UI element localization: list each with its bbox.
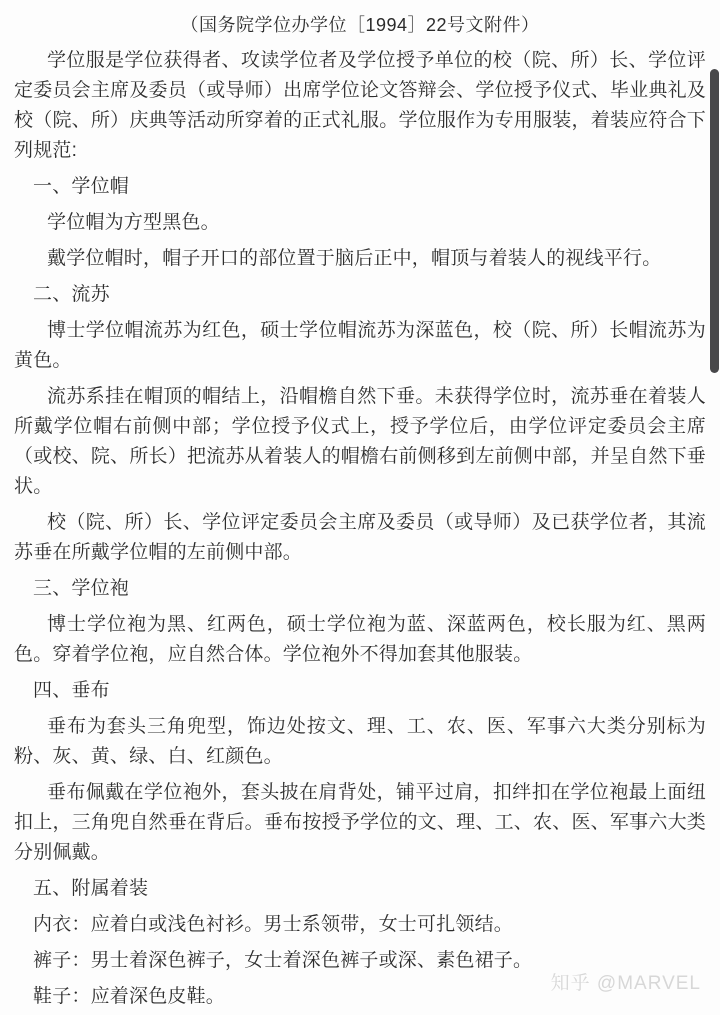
document-title: （国务院学位办学位［1994］22号文附件） [180, 15, 540, 35]
list-item: 内衣：应着白或浅色衬衫。男士系领带，女士可扎领结。 [33, 914, 514, 935]
section-heading: 二、流苏 [33, 284, 110, 305]
list-item: 裤子：男士着深色裤子，女士着深色裤子或深、素色裙子。 [33, 950, 533, 971]
list-item: 鞋子：应着深色皮鞋。 [33, 986, 226, 1007]
watermark [551, 972, 701, 996]
paragraph: 校（院、所）长、学位评定委员会主席及委员（或导师）及已获学位者，其流苏垂在所戴学位帽的左前侧中部。 [14, 512, 706, 563]
section-heading: 四、垂布 [33, 680, 110, 701]
paragraph: 博士学位帽流苏为红色，硕士学位帽流苏为深蓝色，校（院、所）长帽流苏为黄色。 [14, 320, 706, 371]
watermark-text: 知乎 @MARVEL [550, 973, 701, 994]
paragraph: 流苏系挂在帽顶的帽结上，沿帽檐自然下垂。未获得学位时，流苏垂在着装人所戴学位帽右前侧中部；学位授予仪式上，授予学位后，由学位评定委员会主席（或校、院、所长）把流苏从着装人的帽檐右前侧移到左前侧中部，并呈自然下垂状。 [14, 386, 706, 497]
section-heading: 五、附属着装 [33, 878, 149, 899]
paragraph: 戴学位帽时，帽子开口的部位置于脑后正中，帽顶与着装人的视线平行。 [47, 248, 662, 269]
paragraph: 博士学位袍为黑、红两色，硕士学位袍为蓝、深蓝两色，校长服为红、黑两色。穿着学位袍，应自然合体。学位袍外不得加套其他服装。 [14, 614, 706, 665]
paragraph: 学位服是学位获得者、攻读学位者及学位授予单位的校（院、所）长、学位评定委员会主席及委员（或导师）出席学位论文答辩会、学位授予仪式、毕业典礼及校（院、所）庆典等活动所穿着的正式礼服。学位服作为专用服装，着装应符合下列规范: [14, 50, 706, 161]
scrollbar-thumb[interactable] [710, 69, 719, 373]
paragraph: 垂布佩戴在学位袍外，套头披在肩背处，铺平过肩，扣绊扣在学位袍最上面纽扣上，三角兜自然垂在背后。垂布按授予学位的文、理、工、农、医、军事六大类分别佩戴。 [14, 782, 706, 863]
paragraph: 学位帽为方型黑色。 [47, 212, 220, 233]
section-heading: 一、学位帽 [33, 176, 130, 197]
paragraph: 垂布为套头三角兜型，饰边处按文、理、工、农、医、军事六大类分别标为粉、灰、黄、绿、白、红颜色。 [14, 716, 706, 767]
section-heading: 三、学位袍 [33, 578, 130, 599]
document-body [14, 46, 706, 1012]
